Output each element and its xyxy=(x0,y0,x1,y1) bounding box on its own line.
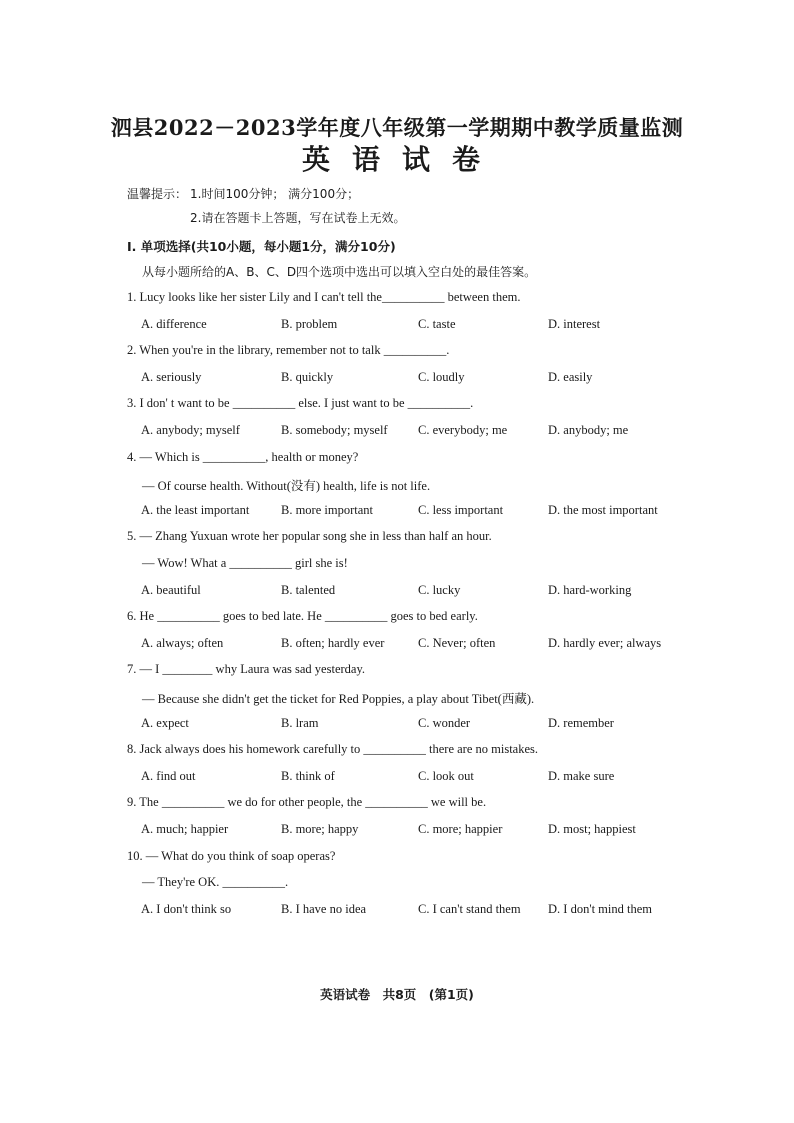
answer-option: B. more important xyxy=(281,502,373,517)
answer-option: D. the most important xyxy=(548,502,658,517)
answer-option: D. anybody; me xyxy=(548,423,629,437)
answer-option: D. most; happiest xyxy=(548,822,636,836)
answer-option: C. taste xyxy=(418,316,456,331)
answer-option: A. difference xyxy=(141,316,207,331)
answer-option: C. lucky xyxy=(418,582,461,597)
subject-title: 英语试卷 xyxy=(301,143,502,176)
answer-option: D. interest xyxy=(548,316,601,331)
answer-option: C. I can't stand them xyxy=(418,901,521,916)
question-stem: 9. The __________ we do for other people, the __________ we will be. xyxy=(127,795,487,810)
question-stem: 7. — I ________ why Laura was sad yesterday. xyxy=(127,662,366,677)
question-stem: 6. He __________ goes to bed late. He __________ goes to bed early. xyxy=(127,609,478,624)
answer-option: D. make sure xyxy=(548,768,615,783)
answer-option: B. often; hardly ever xyxy=(281,635,385,650)
answer-option: B. think of xyxy=(281,768,335,783)
tips-line-2: 2.请在答题卡上答题，写在试卷上无效。 xyxy=(190,211,406,225)
answer-option: C. loudly xyxy=(418,369,465,384)
question-dialogue-line: — Wow! What a __________ girl she is! xyxy=(142,556,348,570)
answer-option: D. hard-working xyxy=(548,582,632,597)
answer-option: C. less important xyxy=(418,502,504,517)
question-stem: 4. — Which is __________, health or money? xyxy=(127,449,359,464)
question-stem: 8. Jack always does his homework carefully to __________ there are no mistakes. xyxy=(127,742,539,757)
answer-option: A. find out xyxy=(141,768,196,783)
answer-option: A. I don't think so xyxy=(141,901,232,916)
question-dialogue-line: — They're OK. __________. xyxy=(142,875,289,890)
answer-option: D. I don't mind them xyxy=(548,901,652,916)
question-stem: 10. — What do you think of soap operas? xyxy=(127,848,336,863)
answer-option: B. somebody; myself xyxy=(281,423,388,437)
section-heading: I. 单项选择(共10小题，每小题1分，满分10分) xyxy=(127,239,396,254)
question-stem: 2. When you're in the library, remember not to talk __________. xyxy=(127,343,450,358)
answer-option: B. more; happy xyxy=(281,822,359,836)
answer-option: A. much; happier xyxy=(141,822,229,836)
answer-option: D. remember xyxy=(548,715,614,730)
answer-option: A. the least important xyxy=(141,502,250,517)
answer-option: B. problem xyxy=(281,316,338,331)
answer-option: A. seriously xyxy=(141,369,202,384)
answer-option: C. wonder xyxy=(418,715,471,730)
question-dialogue-line: — Because she didn't get the ticket for Red Poppies, a play about Tibet(西藏). xyxy=(142,692,535,706)
answer-option: C. more; happier xyxy=(418,822,503,836)
answer-option: A. always; often xyxy=(141,635,224,650)
answer-option: C. Never; often xyxy=(418,635,496,650)
question-stem: 5. — Zhang Yuxuan wrote her popular song she in less than half an hour. xyxy=(127,529,492,544)
tips-label: 温馨提示： xyxy=(127,187,188,201)
answer-option: D. easily xyxy=(548,369,593,384)
section-instruction: 从每小题所给的A、B、C、D四个选项中选出可以填入空白处的最佳答案。 xyxy=(142,265,537,279)
answer-option: A. expect xyxy=(141,715,189,730)
page-footer: 英语试卷 共8页 (第1页) xyxy=(320,987,474,1002)
question-stem: 3. I don' t want to be __________ else. I just want to be __________. xyxy=(127,396,474,411)
question-dialogue-line: — Of course health. Without(没有) health, life is not life. xyxy=(142,479,431,494)
question-stem: 1. Lucy looks like her sister Lily and I can't tell the__________ between them. xyxy=(127,290,521,304)
answer-option: C. everybody; me xyxy=(418,423,508,437)
answer-option: B. lram xyxy=(281,715,319,730)
answer-option: A. anybody; myself xyxy=(141,423,240,437)
tips-line-1: 1.时间100分钟； 满分100分； xyxy=(190,187,360,201)
answer-option: B. talented xyxy=(281,582,336,597)
answer-option: B. I have no idea xyxy=(281,901,367,916)
answer-option: B. quickly xyxy=(281,369,334,384)
answer-option: C. look out xyxy=(418,768,474,783)
exam-title: 泗县2022－2023学年度八年级第一学期期中教学质量监测 xyxy=(110,115,684,140)
answer-option: D. hardly ever; always xyxy=(548,635,662,650)
answer-option: A. beautiful xyxy=(141,582,201,597)
